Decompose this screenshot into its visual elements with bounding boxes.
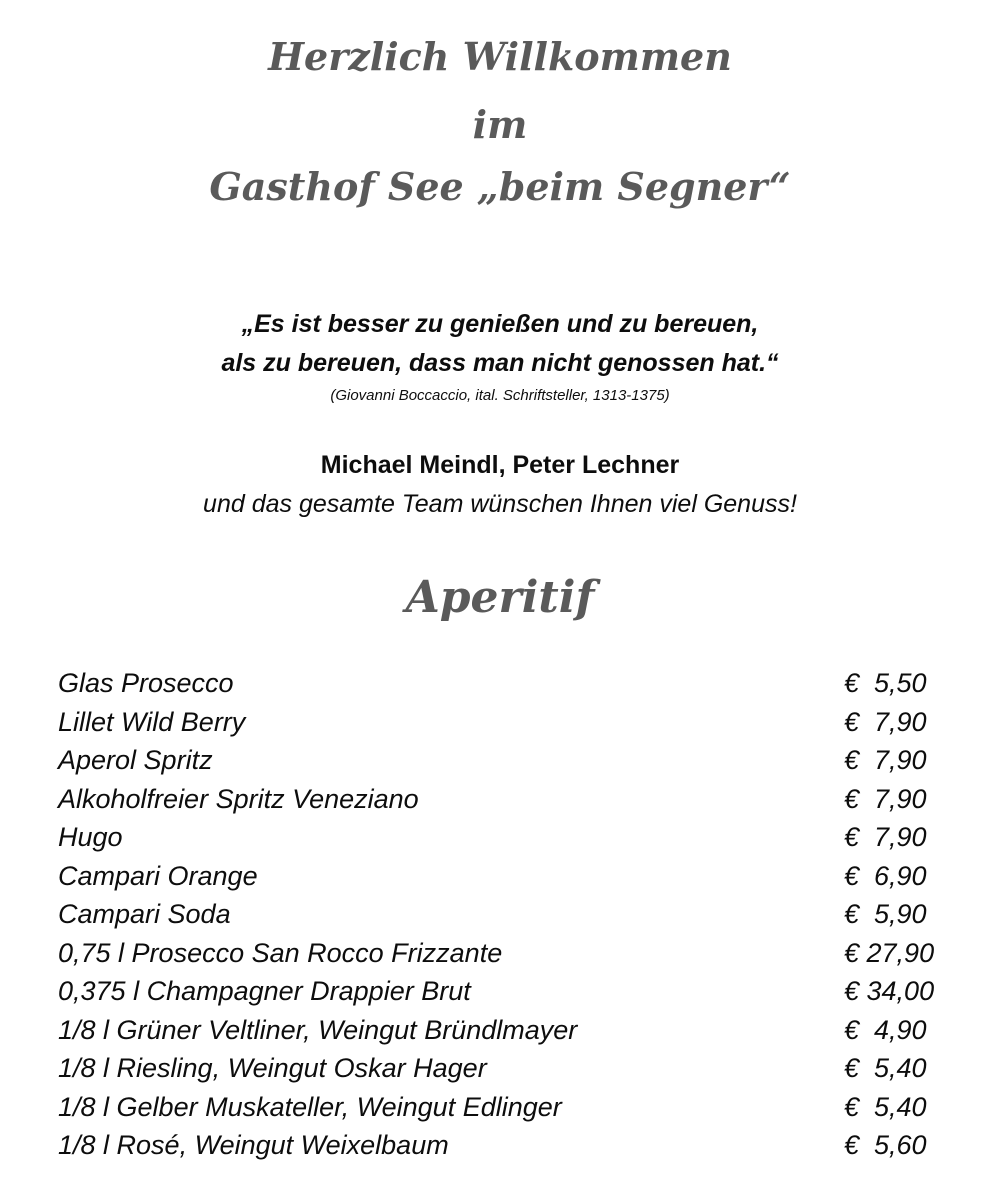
menu-item-name: 1/8 l Grüner Veltliner, Weingut Bründlmayer [58,1014,578,1045]
menu-item-name: Hugo [58,822,123,852]
menu-item-name: 1/8 l Gelber Muskateller, Weingut Edlinger [58,1091,562,1122]
menu-item-name: Glas Prosecco [58,668,234,698]
menu-item-price: € 7,90 [844,822,927,852]
menu-item [58,822,948,861]
menu-item [58,899,948,938]
menu-item [58,707,948,746]
welcome-heading-im: im [472,102,528,147]
menu-item-name: Alkoholfreier Spritz Veneziano [58,783,419,814]
quote-attribution: (Giovanni Boccaccio, ital. Schriftsteller, 1313-1375) [330,387,670,404]
menu-item-price: € 34,00 [844,976,935,1006]
menu-item [58,976,948,1015]
menu-item-name: Lillet Wild Berry [58,706,246,737]
quote-line-2: als zu bereuen, dass man nicht genossen hat.“ [221,349,779,377]
menu-item-price: € 6,90 [844,860,927,891]
menu-item-price: € 7,90 [844,745,927,775]
menu-item-price: € 7,90 [844,783,927,814]
quote-line-1: „Es ist besser zu genießen und zu bereuen, [241,310,759,338]
menu-item [58,938,948,977]
menu-item-price: € 27,90 [844,937,935,968]
restaurant-name: Gasthof See „beim Segner“ [209,164,791,209]
menu-item-name: Aperol Spritz [58,745,213,775]
menu-item-price: € 5,60 [844,1130,927,1160]
menu-item-name: 1/8 l Riesling, Weingut Oskar Hager [58,1053,487,1083]
aperitif-menu-list [58,668,948,1169]
owner-names: Michael Meindl, Peter Lechner [320,451,680,479]
menu-item [58,861,948,900]
section-title-aperitif: Aperitif [405,572,595,623]
menu-item [58,1053,948,1092]
menu-item [58,1092,948,1131]
menu-item-name: 0,375 l Champagner Drappier Brut [58,976,471,1006]
menu-item [58,1130,948,1169]
menu-item-price: € 7,90 [844,706,927,737]
greeting-wish: und das gesamte Team wünschen Ihnen viel Genuss! [203,490,797,518]
menu-item-name: Campari Soda [58,899,231,929]
menu-item [58,745,948,784]
menu-item-price: € 5,40 [844,1091,927,1122]
menu-item-name: Campari Orange [58,860,258,891]
menu-item-price: € 5,40 [844,1053,927,1083]
menu-item [58,1015,948,1054]
welcome-heading: Herzlich Willkommen [268,34,732,79]
menu-item-price: € 4,90 [844,1014,927,1045]
menu-item [58,784,948,823]
menu-item [58,668,948,707]
menu-item-price: € 5,50 [844,668,927,698]
menu-item-name: 1/8 l Rosé, Weingut Weixelbaum [58,1130,449,1160]
menu-item-price: € 5,90 [844,899,927,929]
menu-item-name: 0,75 l Prosecco San Rocco Frizzante [58,937,503,968]
